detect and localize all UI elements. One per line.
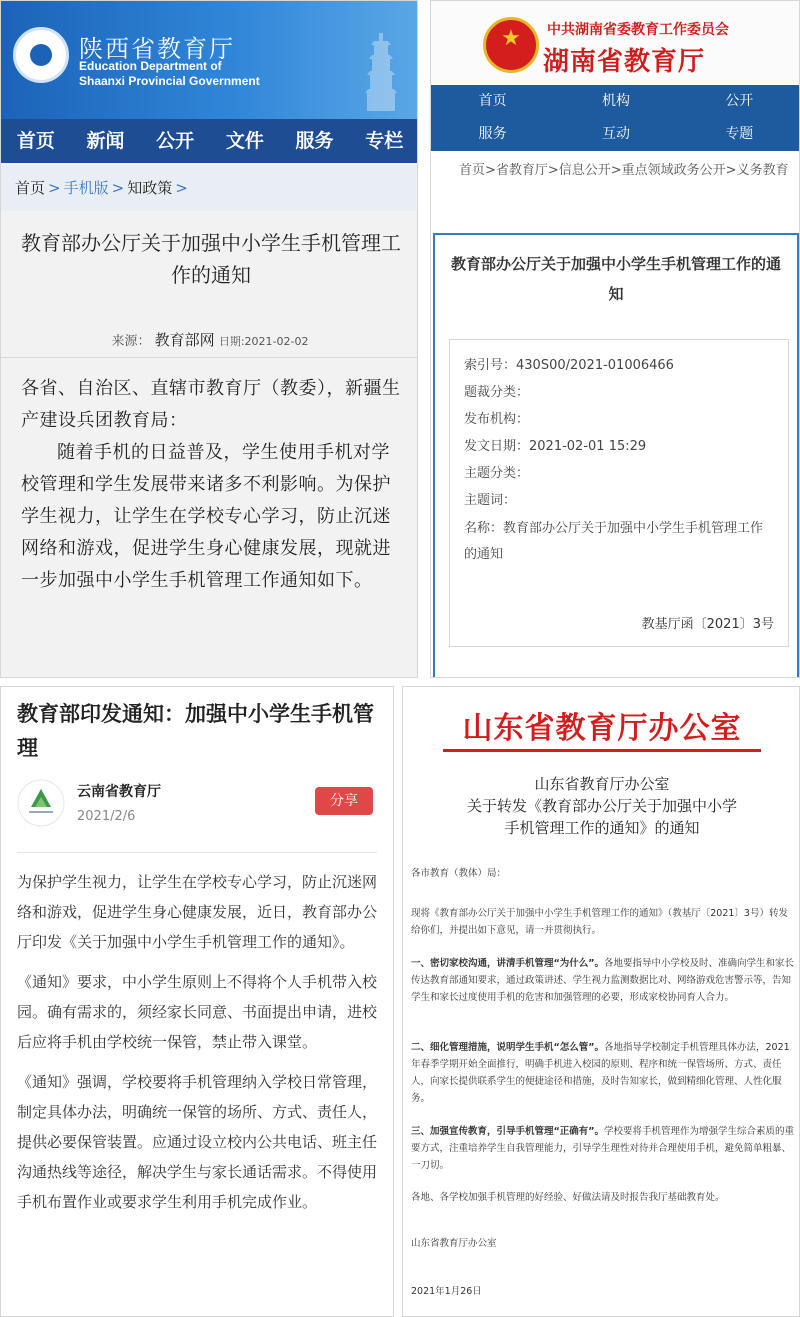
education-emblem-icon [13, 27, 69, 83]
nav-organization[interactable]: 机构 [601, 93, 630, 109]
shandong-panel [402, 686, 800, 1317]
site-title-en [79, 59, 260, 89]
document-title [403, 773, 800, 839]
yunnan-panel [0, 686, 394, 1317]
article-body [21, 373, 405, 597]
addressee: 各市教育（教体）局： [411, 868, 507, 879]
site-title: 陕西省教育厅 [79, 35, 235, 63]
item-two-heading: 二、细化管理措施，说明学生手机“怎么管”。 [411, 1042, 604, 1053]
document-title-line: 山东省教育厅办公室 [534, 775, 670, 793]
site-title: 湖南省教育厅 [543, 47, 706, 77]
nav-services[interactable]: 服务 [478, 126, 507, 142]
item-one [411, 955, 795, 1006]
site-title-en-line2: Shaanxi Provincial Government [79, 74, 260, 88]
meta-date: 发文日期：2021-02-01 15:29 [464, 439, 647, 454]
document-title-line: 手机管理工作的通知》的通知 [504, 819, 700, 837]
article-source [1, 329, 418, 350]
site-subtitle: 中共湖南省委教育工作委员会 [547, 22, 729, 38]
breadcrumb[interactable]: 首页>省教育厅>信息公开>重点领域政务公开>义务教育 [459, 163, 789, 178]
meta-category: 题裁分类： [464, 385, 530, 400]
breadcrumb-separator: > [175, 179, 188, 197]
site-title-en-line1: Education Department of [79, 59, 222, 73]
shaanxi-panel [0, 0, 418, 678]
item-one-body: 各地要指导中小学校及时、准确向学生和家长传达教育部通知要求，通过政策讲述、学生视力监测数据比对、网络游戏危害警示等，告知学生和家长过度使用手机的危害和加强管理的必要，形成家校协同育人合力。 [411, 958, 795, 1003]
document-meta-table [449, 339, 789, 647]
hunan-panel [430, 0, 800, 678]
meta-index: 索引号：430S00/2021-01006466 [464, 358, 674, 373]
item-three [411, 1123, 795, 1174]
source-name: 教育部网 [154, 331, 215, 349]
intro-paragraph: 现将《教育部办公厅关于加强中小学生手机管理工作的通知》（教基厅〔2021〕3号）转发给你们，并提出如下意见，请一并贯彻执行。 [411, 908, 788, 936]
breadcrumb-mobile[interactable]: 手机版 [63, 179, 109, 197]
item-three-heading: 三、加强宣传教育，引导手机管理“正确有”。 [411, 1126, 604, 1137]
item-two [411, 1039, 795, 1107]
nav-public[interactable]: 公开 [156, 130, 195, 152]
breadcrumb-home[interactable]: 首页 [15, 179, 46, 197]
nav-news[interactable]: 新闻 [86, 130, 125, 152]
meta-topic: 主题分类： [464, 466, 530, 481]
article-date: 日期:2021-02-02 [218, 335, 309, 348]
publish-date: 2021/2/6 [77, 809, 136, 824]
author-logo-icon [17, 779, 65, 827]
document-title-line: 关于转发《教育部办公厅关于加强中小学 [466, 797, 737, 815]
item-two-body: 各地指导学校制定手机管理具体办法，2021年春季学期开始全面推行，明确手机进入校园的原则、程序和统一保管场所、方式、责任人，向家长提供联系学生的便捷途径和措施，及时告知家长，做到精细化管理、人性化服务。 [411, 1042, 790, 1104]
item-one-heading: 一、密切家校沟通，讲清手机管理“为什么”。 [411, 958, 604, 969]
item-three-body: 学校要将手机管理作为增强学生综合素质的重要方式，注重培养学生自我管理能力，引导学生理性对待并合理使用手机，避免简单粗暴、一刀切。 [411, 1126, 795, 1171]
breadcrumb-policy[interactable]: 知政策 [127, 179, 173, 197]
paragraph: 随着手机的日益普及，学生使用手机对学校管理和学生发展带来诸多不利影响。为保护学生视力，让学生在学校专心学习，防止沉迷网络和游戏，促进学生身心健康发展，现就进一步加强中小学生手机管理工作通知如下。 [21, 442, 391, 591]
shaanxi-banner [1, 1, 418, 119]
hunan-banner [431, 1, 800, 83]
meta-publisher: 发布机构： [464, 412, 530, 427]
red-divider [443, 749, 761, 752]
salutation: 各省、自治区、直辖市教育厅（教委），新疆生产建设兵团教育局： [21, 378, 401, 431]
signature: 山东省教育厅办公室 [411, 1238, 497, 1249]
nav-interaction[interactable]: 互动 [601, 126, 630, 142]
article-card [433, 233, 799, 678]
nav-home[interactable]: 首页 [16, 130, 55, 152]
article-title: 教育部印发通知：加强中小学生手机管理 [17, 702, 374, 760]
paragraph: 《通知》强调，学校要将手机管理纳入学校日常管理，制定具体办法，明确统一保管的场所、方式、责任人，提供必要保管装置。应通过设立校内公共电话、班主任沟通热线等途径，解决学生与家长通话需求。不得使用手机布置作业或要求学生利用手机完成作业。 [17, 1073, 378, 1211]
author-name[interactable]: 云南省教育厅 [77, 784, 161, 800]
national-emblem-icon [483, 17, 539, 73]
pagoda-icon [361, 31, 401, 111]
breadcrumb-separator: > [111, 179, 125, 197]
nav-public[interactable]: 公开 [725, 93, 754, 109]
document-date: 2021年1月26日 [411, 1286, 482, 1297]
document-masthead: 山东省教育厅办公室 [462, 711, 742, 746]
nav-topics[interactable]: 专题 [725, 126, 754, 142]
document-number: 教基厅函〔2021〕3号 [641, 617, 774, 632]
paragraph: 《通知》要求，中小学生原则上不得将个人手机带入校园。确有需求的，须经家长同意、书面提出申请，进校后应将手机由学校统一保管，禁止带入课堂。 [17, 973, 378, 1051]
article-title: 教育部办公厅关于加强中小学生手机管理工作的通知 [21, 231, 401, 287]
nav-documents[interactable]: 文件 [225, 130, 264, 152]
source-label: 来源： [111, 334, 151, 349]
meta-name: 名称：教育部办公厅关于加强中小学生手机管理工作的通知 [464, 521, 764, 562]
divider [17, 852, 377, 853]
article-body [17, 867, 383, 1227]
paragraph: 为保护学生视力，让学生在学校专心学习，防止沉迷网络和游戏，促进学生身心健康发展，近日，教育部办公厅印发《关于加强中小学生手机管理工作的通知》。 [17, 873, 378, 951]
closing-paragraph: 各地、各学校加强手机管理的好经验、好做法请及时报告我厅基础教育处。 [411, 1192, 725, 1203]
share-button[interactable]: 分享 [315, 787, 373, 815]
meta-keywords: 主题词： [464, 493, 517, 508]
article-title: 教育部办公厅关于加强中小学生手机管理工作的通知 [450, 255, 781, 303]
breadcrumb [1, 165, 418, 211]
divider [1, 357, 418, 358]
nav-services[interactable]: 服务 [295, 130, 334, 152]
nav-home[interactable]: 首页 [478, 93, 507, 109]
nav-columns[interactable]: 专栏 [365, 130, 404, 152]
main-nav [1, 119, 418, 163]
main-nav [431, 85, 800, 151]
breadcrumb-separator: > [48, 179, 61, 197]
